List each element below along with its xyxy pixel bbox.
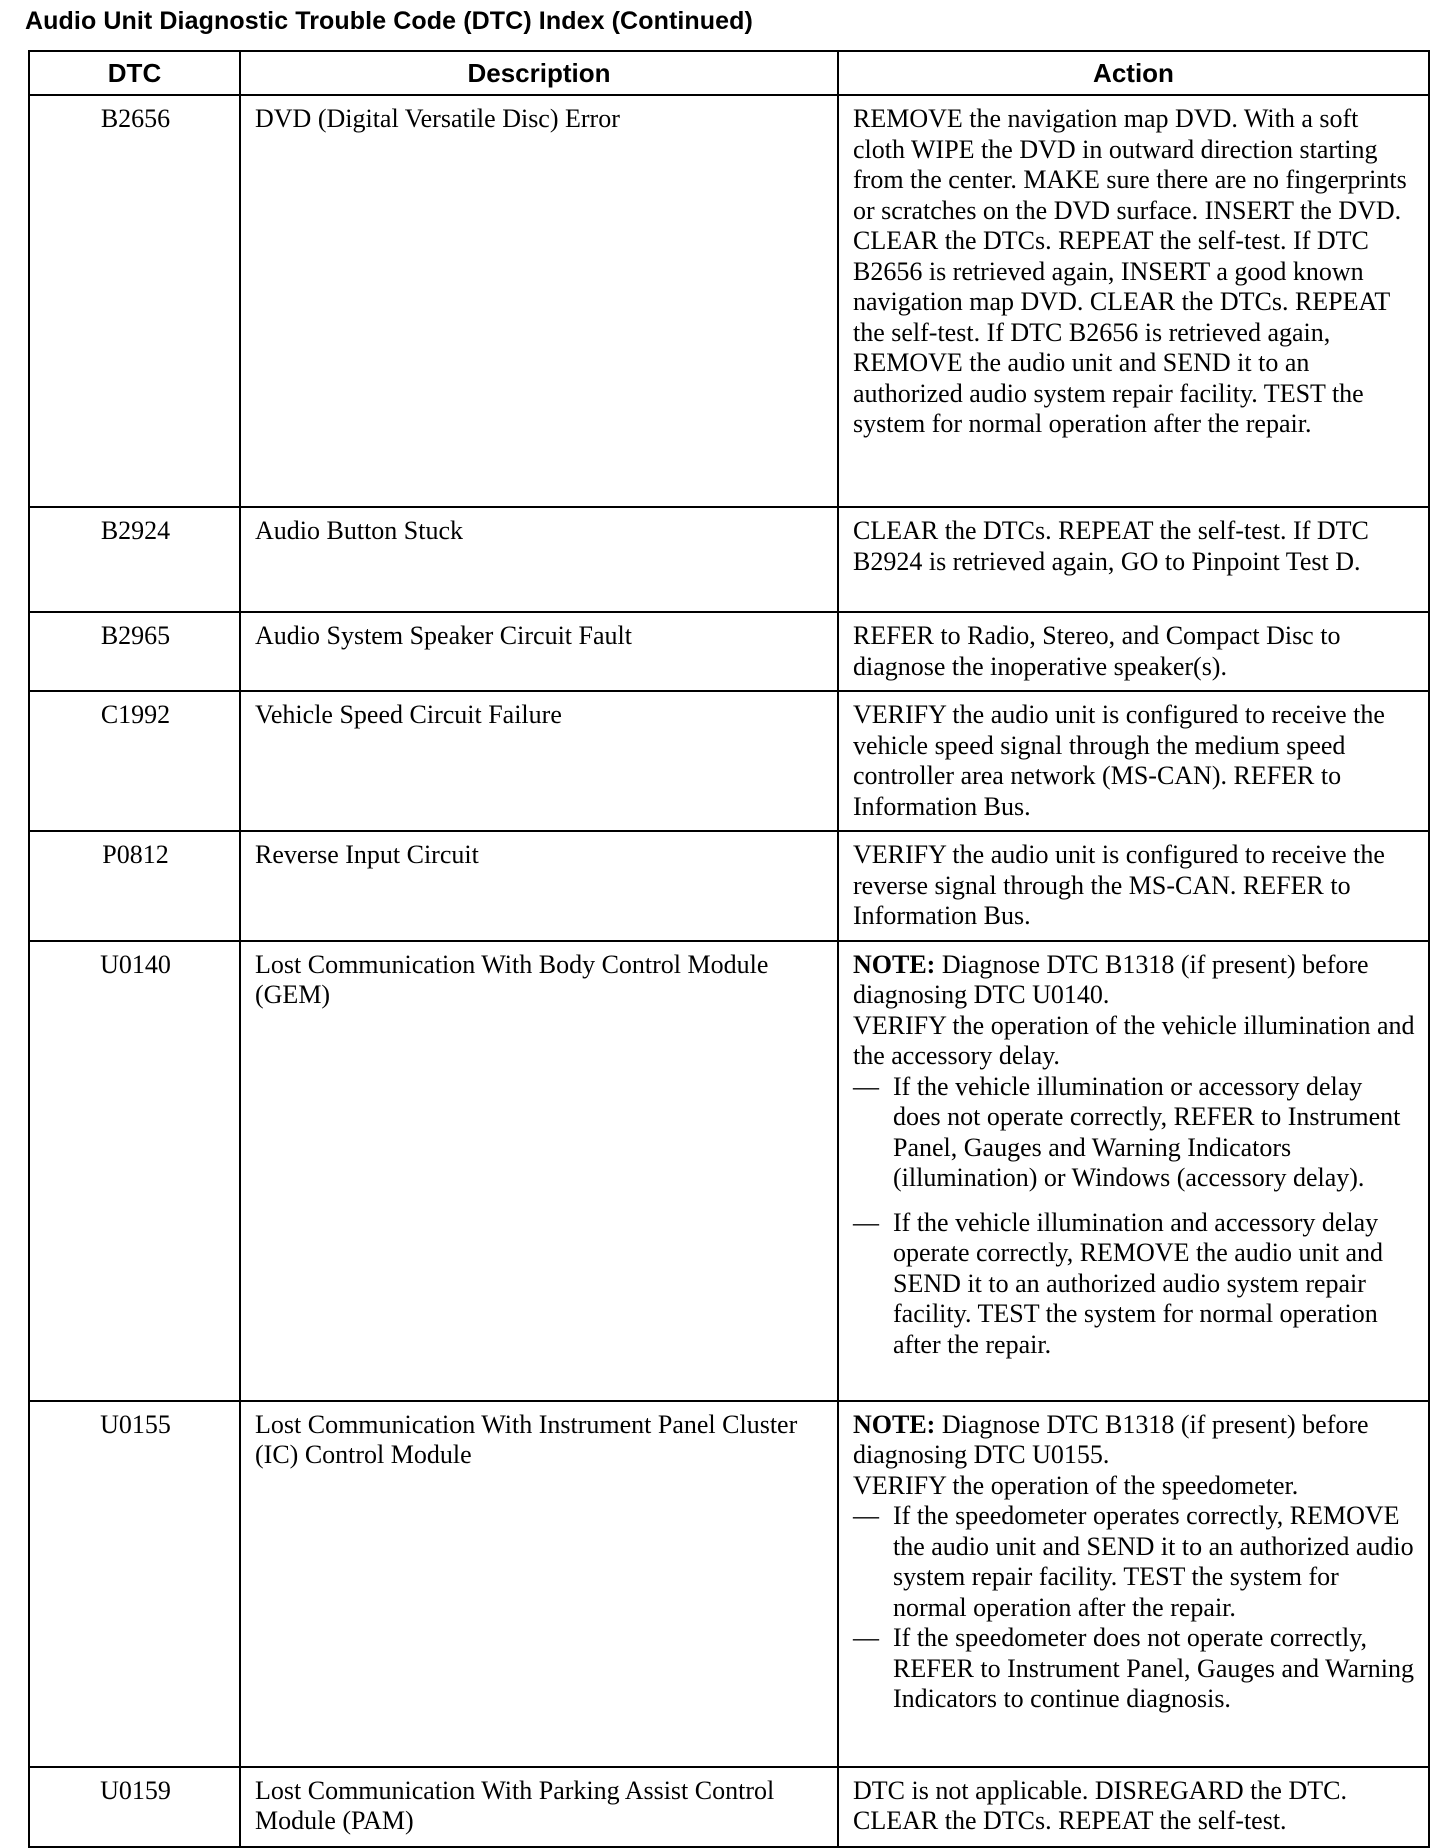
- dtc-index-table: [28, 50, 1430, 1848]
- dtc-code: B2924: [29, 507, 240, 612]
- action-text: VERIFY the operation of the vehicle illumination and the accessory delay.: [853, 1010, 1415, 1070]
- action-text: VERIFY the operation of the speedometer.: [853, 1470, 1299, 1500]
- dtc-action: [838, 691, 1429, 831]
- dtc-description: Reverse Input Circuit: [240, 831, 838, 941]
- action-text: CLEAR the DTCs. REPEAT the self-test. If DTC B2924 is retrieved again, GO to Pinpoint Test D.: [853, 516, 1369, 576]
- table-row: [29, 612, 1429, 691]
- dtc-action: [838, 941, 1429, 1401]
- page-title: Audio Unit Diagnostic Trouble Code (DTC) Index (Continued): [25, 7, 753, 35]
- dtc-code: C1992: [29, 691, 240, 831]
- dtc-action: [838, 1767, 1429, 1847]
- action-text: DTC is not applicable. DISREGARD the DTC. CLEAR the DTCs. REPEAT the self-test.: [853, 1775, 1347, 1835]
- action-note: [853, 950, 1416, 1011]
- dash-glyph: —: [853, 1071, 879, 1101]
- table-row: [29, 691, 1429, 831]
- dtc-code: B2656: [29, 95, 240, 507]
- dtc-description: Lost Communication With Body Control Module (GEM): [240, 941, 838, 1401]
- column-header-dtc: DTC: [29, 51, 240, 95]
- table-row: [29, 95, 1429, 507]
- dtc-action: [838, 95, 1429, 507]
- note-label: NOTE:: [853, 949, 936, 979]
- dtc-action: [838, 507, 1429, 612]
- table-row: [29, 941, 1429, 1401]
- dash-glyph: —: [853, 1207, 879, 1237]
- dtc-description: DVD (Digital Versatile Disc) Error: [240, 95, 838, 507]
- dtc-code: B2965: [29, 612, 240, 691]
- dtc-description: Audio System Speaker Circuit Fault: [240, 612, 838, 691]
- dtc-action: [838, 831, 1429, 941]
- dtc-description: Vehicle Speed Circuit Failure: [240, 691, 838, 831]
- bullet-text: If the vehicle illumination and accessory delay operate correctly, REMOVE the audio unit and SEND it to an authorized audio system repair facility. TEST the system for normal operation after the repair.: [893, 1207, 1383, 1359]
- action-bullet: [853, 1623, 1416, 1715]
- dtc-description: Lost Communication With Instrument Panel Cluster (IC) Control Module: [240, 1401, 838, 1767]
- table-header-row: [29, 51, 1429, 95]
- action-text: REFER to Radio, Stereo, and Compact Disc to diagnose the inoperative speaker(s).: [853, 621, 1341, 681]
- table-row: [29, 507, 1429, 612]
- dash-glyph: —: [853, 1623, 879, 1652]
- dtc-code: U0140: [29, 941, 240, 1401]
- dtc-code: U0155: [29, 1401, 240, 1767]
- action-text: REMOVE the navigation map DVD. With a soft cloth WIPE the DVD in outward direction starting from the center. MAKE sure there are no fingerprints or scratches on the DVD surface. INSERT the DVD. CLEAR the DTCs. REPEAT the self-test. If DTC B2656 is retrieved again, INSERT a good known navigation map DVD. CLEAR the DTCs. REPEAT the self-test. If DTC B2656 is retrieved again, REMOVE the audio unit and SEND it to an authorized audio system repair facility. TEST the system for normal operation after the repair.: [853, 104, 1407, 438]
- dtc-code: U0159: [29, 1767, 240, 1847]
- action-bullet: [853, 1501, 1416, 1623]
- note-text: Diagnose DTC B1318 (if present) before diagnosing DTC U0155.: [853, 1409, 1369, 1469]
- dtc-code: P0812: [29, 831, 240, 941]
- bullet-text: If the speedometer operates correctly, REMOVE the audio unit and SEND it to an authorized audio system repair facility. TEST the system for normal operation after the repair.: [893, 1501, 1414, 1622]
- column-header-action: Action: [838, 51, 1429, 95]
- bullet-text: If the vehicle illumination or accessory delay does not operate correctly, REFER to Instrument Panel, Gauges and Warning Indicators (illumination) or Windows (accessory delay).: [893, 1071, 1401, 1192]
- action-note: [853, 1410, 1416, 1471]
- dtc-action: [838, 612, 1429, 691]
- action-text: VERIFY the audio unit is configured to receive the reverse signal through the MS-CAN. REFER to Information Bus.: [853, 840, 1385, 930]
- table-row: [29, 1401, 1429, 1767]
- action-text: VERIFY the audio unit is configured to receive the vehicle speed signal through the medium speed controller area network (MS-CAN). REFER to Information Bus.: [853, 700, 1385, 821]
- column-header-description: Description: [240, 51, 838, 95]
- bullet-text: If the speedometer does not operate correctly, REFER to Instrument Panel, Gauges and Warning Indicators to continue diagnosis.: [893, 1623, 1414, 1713]
- note-label: NOTE:: [853, 1409, 936, 1439]
- table-row: [29, 1767, 1429, 1847]
- dtc-description: Lost Communication With Parking Assist Control Module (PAM): [240, 1767, 838, 1847]
- dtc-description: Audio Button Stuck: [240, 507, 838, 612]
- action-bullet: [853, 1208, 1416, 1361]
- dtc-action: [838, 1401, 1429, 1767]
- note-text: Diagnose DTC B1318 (if present) before diagnosing DTC U0140.: [853, 949, 1369, 1009]
- table-row: [29, 831, 1429, 941]
- action-bullet: [853, 1072, 1416, 1194]
- dash-glyph: —: [853, 1501, 879, 1530]
